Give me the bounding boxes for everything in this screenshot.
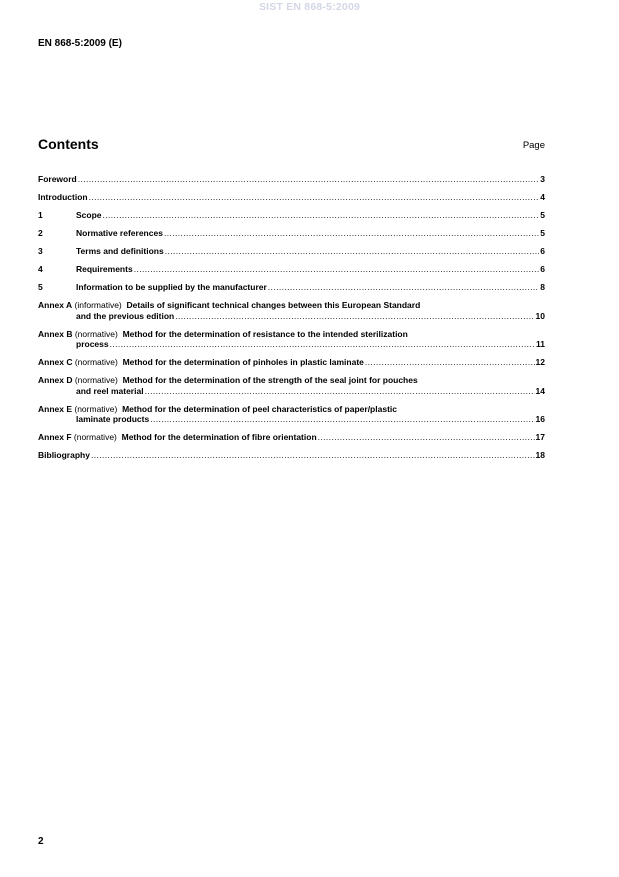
annex-title: Method for the determination of pinholes in plastic laminate xyxy=(122,357,364,367)
toc-page: 11 xyxy=(536,339,545,349)
toc-leader-dots xyxy=(268,282,539,293)
toc-page: 17 xyxy=(535,432,545,442)
page-column-label: Page xyxy=(522,140,545,151)
annex-title: Method for the determination of resistance to the intended sterilization xyxy=(122,328,408,339)
annex-type: (normative) xyxy=(72,328,118,339)
toc-page: 16 xyxy=(535,414,545,424)
toc-page: 5 xyxy=(540,228,545,238)
toc-entry-bibliography[interactable] xyxy=(38,450,545,461)
annex-label: Annex C xyxy=(38,357,73,367)
page-number: 2 xyxy=(38,836,44,847)
toc-leader-dots xyxy=(175,311,534,322)
annex-title: Method for the determination of the strength of the seal joint for pouches xyxy=(122,375,418,385)
toc-entry-requirements[interactable] xyxy=(38,264,545,275)
document-id: EN 868-5:2009 (E) xyxy=(38,38,122,49)
toc-leader-dots xyxy=(145,386,535,397)
toc-number: 4 xyxy=(38,264,43,274)
annex-title: Details of significant technical changes between this European Standard xyxy=(126,300,421,310)
toc-leader-dots xyxy=(89,192,540,203)
annex-type: (normative) xyxy=(72,403,118,414)
toc-entry-annex-f[interactable] xyxy=(38,432,545,443)
toc-title: Bibliography xyxy=(38,450,90,460)
annex-label: Annex E xyxy=(38,403,73,414)
table-of-contents xyxy=(38,174,545,468)
toc-leader-dots xyxy=(110,339,535,350)
annex-title-continued: laminate products xyxy=(76,414,150,424)
toc-page: 5 xyxy=(540,210,545,220)
annex-label: Annex F xyxy=(38,432,72,442)
toc-entry-annex-d[interactable] xyxy=(38,375,545,396)
toc-leader-dots xyxy=(318,432,535,443)
annex-type: (normative) xyxy=(72,357,118,367)
toc-leader-dots xyxy=(103,210,540,221)
toc-entry-annex-e[interactable] xyxy=(38,404,545,425)
annex-title-continued: and the previous edition xyxy=(76,310,175,321)
toc-leader-dots xyxy=(78,174,540,185)
toc-number: 1 xyxy=(38,210,43,220)
toc-leader-dots xyxy=(165,246,540,257)
contents-title: Contents xyxy=(38,136,99,152)
toc-title: Normative references xyxy=(76,228,163,238)
toc-entry-terms-and-definitions[interactable] xyxy=(38,246,545,257)
toc-page: 6 xyxy=(540,264,545,274)
toc-page: 6 xyxy=(540,246,545,256)
toc-entry-annex-b[interactable] xyxy=(38,329,545,350)
toc-leader-dots xyxy=(164,228,539,239)
annex-title-continued: process xyxy=(76,339,109,349)
toc-leader-dots xyxy=(365,357,535,368)
toc-entry-annex-a[interactable] xyxy=(38,300,545,321)
toc-entry-manufacturer-information[interactable] xyxy=(38,282,545,293)
toc-page: 3 xyxy=(540,174,545,184)
annex-label: Annex D xyxy=(38,375,73,385)
toc-title: Terms and definitions xyxy=(76,246,164,256)
annex-label: Annex A xyxy=(38,300,73,310)
toc-leader-dots xyxy=(134,264,540,275)
toc-page: 18 xyxy=(535,450,545,460)
annex-title-continued: and reel material xyxy=(76,385,144,396)
watermark: SIST EN 868-5:2009 xyxy=(258,1,361,13)
toc-leader-dots xyxy=(91,450,535,461)
toc-title: Introduction xyxy=(38,192,88,202)
annex-label: Annex B xyxy=(38,328,73,339)
toc-title: Foreword xyxy=(38,174,77,184)
toc-page: 8 xyxy=(540,282,545,292)
toc-number: 2 xyxy=(38,228,43,238)
toc-entry-normative-references[interactable] xyxy=(38,228,545,239)
toc-title: Requirements xyxy=(76,264,133,274)
toc-entry-introduction[interactable] xyxy=(38,192,545,203)
annex-title: Method for the determination of fibre orientation xyxy=(121,432,317,442)
toc-title: Scope xyxy=(76,210,102,220)
toc-entry-scope[interactable] xyxy=(38,210,545,221)
annex-type: (informative) xyxy=(72,300,122,310)
toc-entry-foreword[interactable] xyxy=(38,174,545,185)
toc-page: 12 xyxy=(535,357,545,367)
toc-number: 5 xyxy=(38,282,43,292)
toc-page: 10 xyxy=(535,310,545,321)
annex-type: (normative) xyxy=(71,432,117,442)
toc-page: 14 xyxy=(535,385,545,396)
toc-number: 3 xyxy=(38,246,43,256)
toc-entry-annex-c[interactable] xyxy=(38,357,545,368)
annex-type: (normative) xyxy=(72,375,118,385)
toc-page: 4 xyxy=(540,192,545,202)
annex-title: Method for the determination of peel characteristics of paper/plastic xyxy=(122,403,397,414)
toc-title: Information to be supplied by the manufacturer xyxy=(76,282,267,292)
toc-leader-dots xyxy=(150,414,534,425)
